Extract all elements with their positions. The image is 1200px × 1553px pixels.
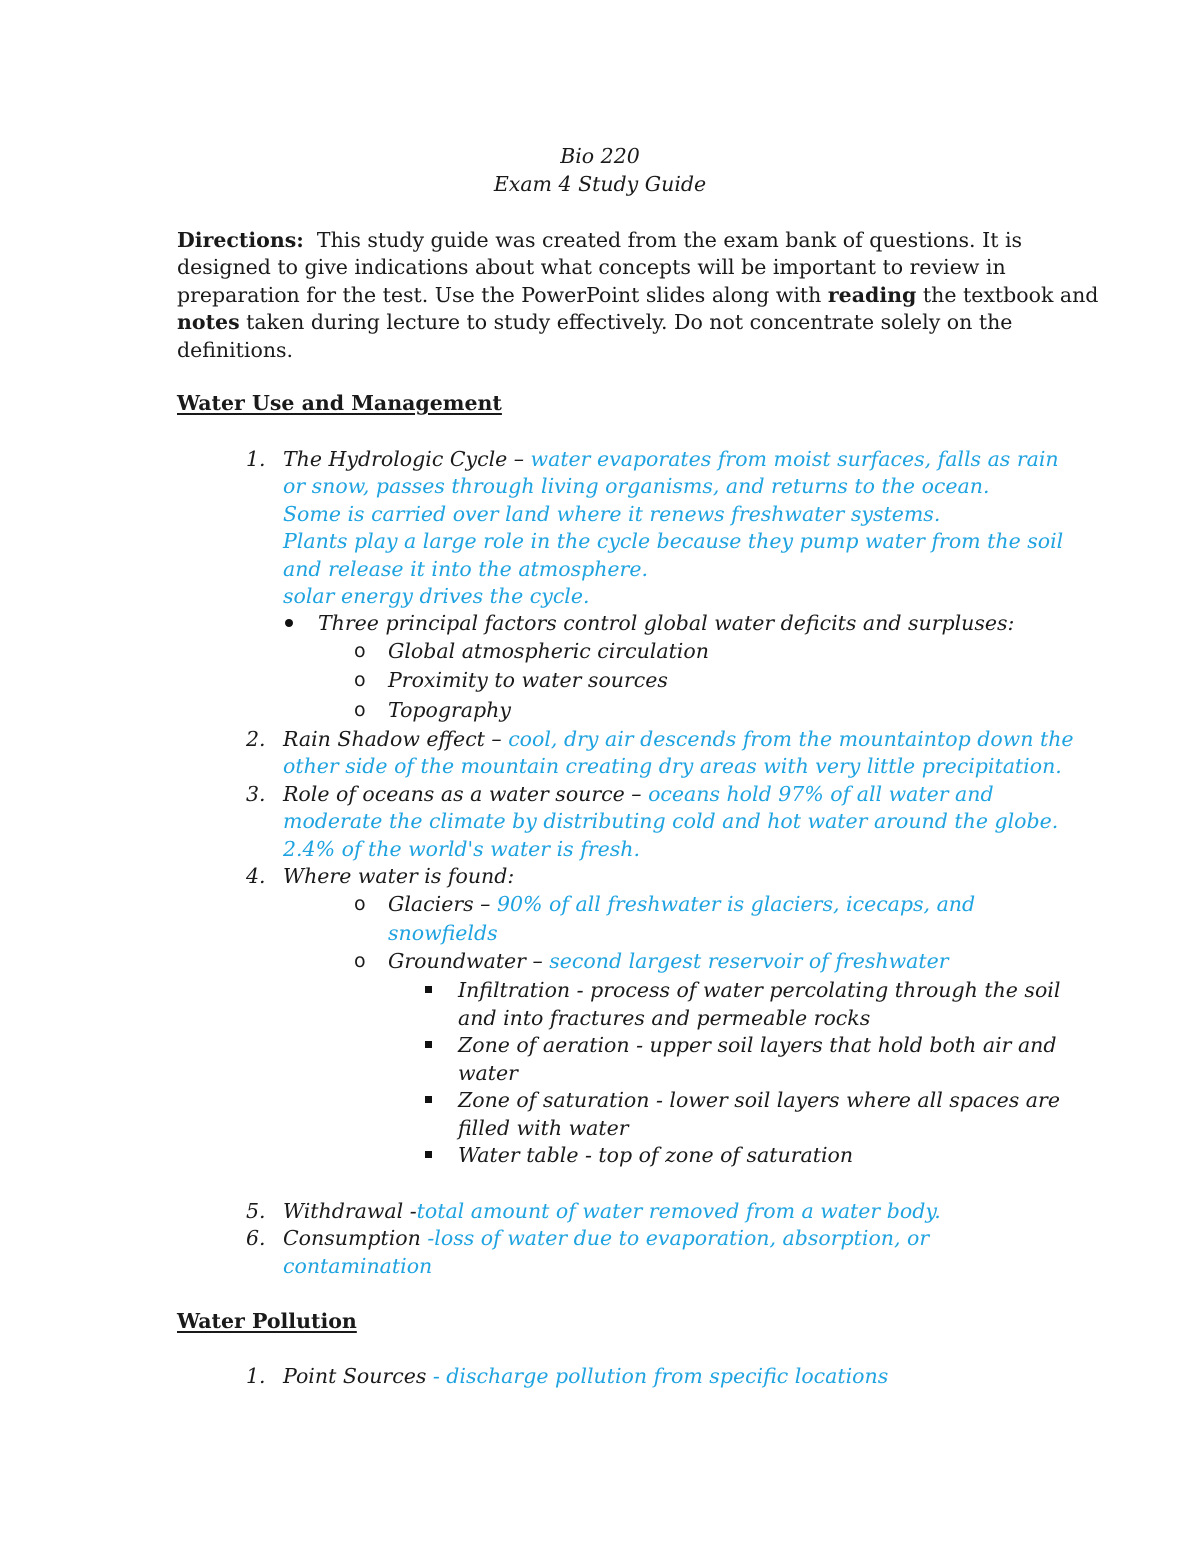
sub-bullet-circulation: Global atmospheric circulation: [388, 639, 709, 663]
list-item-text: Some is carried over land where it renews freshwater systems.: [283, 502, 941, 526]
directions-line-1: Directions: This study guide was created from the exam bank of questions. It is: [177, 228, 1023, 252]
list-number: 1.: [246, 447, 266, 471]
square-bullet-icon: [425, 1096, 432, 1103]
list-number: 6.: [246, 1226, 266, 1250]
list-item-text: contamination: [283, 1254, 433, 1278]
list-item-rain-shadow: Rain Shadow effect – cool, dry air descends from the mountaintop down the: [283, 727, 1074, 751]
list-number: 4.: [246, 864, 266, 888]
sub-sub-bullet-water-table: Water table - top of zone of saturation: [458, 1143, 854, 1167]
list-item-text: filled with water: [458, 1116, 629, 1140]
circle-bullet-icon: o: [354, 640, 366, 662]
circle-bullet-icon: o: [354, 950, 366, 972]
square-bullet-icon: [425, 1041, 432, 1048]
bullet-three-factors: Three principal factors control global water deficits and surpluses:: [318, 611, 1015, 635]
list-item-text: moderate the climate by distributing cold and hot water around the globe.: [283, 809, 1059, 833]
list-item-text: 2.4% of the world's water is fresh.: [283, 837, 640, 861]
list-item-text: solar energy drives the cycle.: [283, 584, 590, 608]
sub-bullet-proximity: Proximity to water sources: [388, 668, 668, 692]
section-heading-water-pollution: Water Pollution: [177, 1309, 357, 1333]
list-item-text: water: [458, 1061, 518, 1085]
sub-bullet-topography: Topography: [388, 698, 511, 722]
sub-bullet-glaciers: Glaciers – 90% of all freshwater is glaciers, icecaps, and: [388, 892, 976, 916]
list-item-oceans: Role of oceans as a water source – oceans hold 97% of all water and: [283, 782, 994, 806]
list-item-text: snowfields: [388, 921, 498, 945]
list-number: 5.: [246, 1199, 266, 1223]
circle-bullet-icon: o: [354, 699, 366, 721]
list-item-point-sources: Point Sources - discharge pollution from specific locations: [283, 1364, 889, 1388]
list-item-withdrawal: Withdrawal -total amount of water removed from a water body.: [283, 1199, 941, 1223]
course-title: Bio 220: [560, 144, 640, 168]
list-item-text: or snow, passes through living organisms, and returns to the ocean.: [283, 474, 990, 498]
list-number: 2.: [246, 727, 266, 751]
circle-bullet-icon: o: [354, 893, 366, 915]
sub-bullet-groundwater: Groundwater – second largest reservoir of freshwater: [388, 949, 949, 973]
list-item-text: and release it into the atmosphere.: [283, 557, 648, 581]
list-item-text: and into fractures and permeable rocks: [458, 1006, 871, 1030]
sub-sub-bullet-infiltration: Infiltration - process of water percolating through the soil: [458, 978, 1061, 1002]
square-bullet-icon: [425, 986, 432, 993]
sub-sub-bullet-aeration: Zone of aeration - upper soil layers that hold both air and: [458, 1033, 1057, 1057]
section-heading-water-use: Water Use and Management: [177, 391, 502, 415]
directions-line-2: designed to give indications about what concepts will be important to review in: [177, 255, 1006, 279]
directions-line-5: definitions.: [177, 338, 294, 362]
circle-bullet-icon: o: [354, 669, 366, 691]
directions-line-4: notes taken during lecture to study effectively. Do not concentrate solely on the: [177, 310, 1013, 334]
list-item-text: other side of the mountain creating dry areas with very little precipitation.: [283, 754, 1062, 778]
list-item-where-water: Where water is found:: [283, 864, 515, 888]
list-item-consumption: Consumption -loss of water due to evaporation, absorption, or: [283, 1226, 930, 1250]
directions-label: Directions:: [177, 228, 304, 252]
square-bullet-icon: [425, 1151, 432, 1158]
bullet-dot-icon: [285, 619, 293, 627]
list-number: 1.: [246, 1364, 266, 1388]
list-number: 3.: [246, 782, 266, 806]
list-item-hydrologic-cycle: The Hydrologic Cycle – water evaporates from moist surfaces, falls as rain: [283, 447, 1059, 471]
page-subtitle: Exam 4 Study Guide: [493, 172, 707, 196]
sub-sub-bullet-saturation: Zone of saturation - lower soil layers where all spaces are: [458, 1088, 1060, 1112]
list-item-text: Plants play a large role in the cycle because they pump water from the soil: [283, 529, 1064, 553]
directions-line-3: preparation for the test. Use the PowerPoint slides along with reading the textbook and: [177, 283, 1099, 307]
